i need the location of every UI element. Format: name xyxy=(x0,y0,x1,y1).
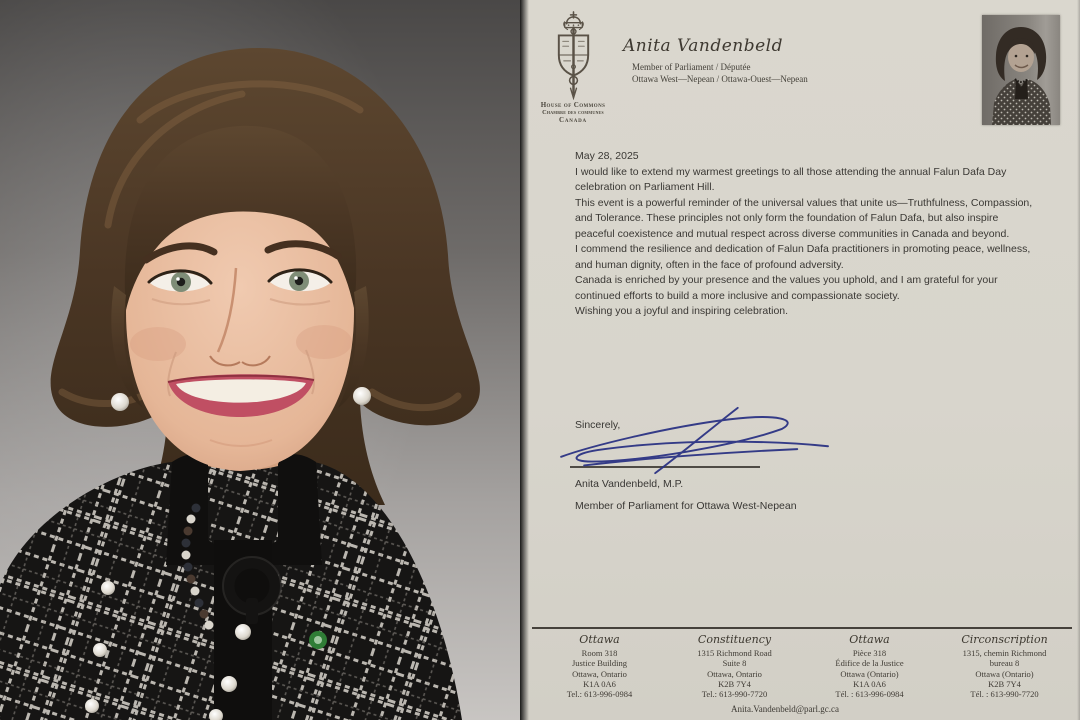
footer-address-line: Room 318 xyxy=(581,648,618,658)
signer-name: Anita Vandenbeld, M.P. xyxy=(575,478,684,490)
footer-address-line: Justice Building xyxy=(571,658,627,669)
house-of-commons-crest-icon xyxy=(550,10,597,100)
footer-address-line: Pièce 318 xyxy=(852,648,887,658)
mp-title: Member of Parliament / Députée xyxy=(632,62,751,72)
letterhead-photo xyxy=(982,15,1060,125)
letter-paragraph: I would like to extend my warmest greetings to all those attending the annual Falun Dafa Day celebration on Parliament Hill. xyxy=(575,165,1007,193)
letter-paragraph: I commend the resilience and dedication of Falun Dafa practitioners in promoting peace, wellness, and human dignity, often in the face of profound adversity. xyxy=(575,243,1031,271)
footer-address-line: Tél. : 613-990-7720 xyxy=(970,689,1039,700)
footer-address-line: 1315 Richmond Road xyxy=(697,648,772,658)
footer-address-line: Ottawa (Ontario) xyxy=(840,668,899,679)
mp-name: Anita Vandenbeld xyxy=(623,36,783,56)
footer-address-line: Tel.: 613-990-7720 xyxy=(701,689,768,700)
footer-column xyxy=(667,633,802,699)
footer-column-header: Ottawa xyxy=(849,633,890,646)
signature-ink xyxy=(548,404,843,476)
footer-column-header: Circonscription xyxy=(961,633,1048,646)
letter-paragraph: Wishing you a joyful and inspiring celebration. xyxy=(575,305,789,317)
institution-line-en: House of Commons xyxy=(540,101,606,109)
footer-column xyxy=(802,633,937,699)
letter-date: May 28, 2025 xyxy=(575,150,639,162)
institution-name xyxy=(521,101,625,124)
letter-paragraph: Canada is enriched by your presence and the values you uphold, and I am grateful for your continued efforts to build a more inclusive and compassionate society. xyxy=(575,274,998,302)
letter-paragraph: This event is a powerful reminder of the universal values that unite us—Truthfulness, Compassion, and Tolerance. These principles not only form the foundation of Falun Dafa, but also inspire peaceful coexistence and mutual respect across diverse communities in Canada and beyond. xyxy=(575,196,1033,240)
footer-address-line: Tel.: 613-996-0984 xyxy=(566,689,633,700)
footer-column-header: Constituency xyxy=(697,633,772,646)
footer-address-line: K2B 7Y4 xyxy=(718,678,751,689)
mp-riding: Ottawa West—Nepean / Ottawa-Ouest—Nepean xyxy=(632,74,808,84)
footer-column xyxy=(937,633,1072,699)
footer-rule xyxy=(532,627,1072,629)
footer-address-line: K1A 0A6 xyxy=(853,678,886,689)
letter-footer xyxy=(532,633,1072,699)
footer-address-line: K1A 0A6 xyxy=(583,678,616,689)
portrait-illustration xyxy=(0,0,520,720)
footer-address-line: 1315, chemin Richmond xyxy=(962,648,1047,658)
footer-column-header: Ottawa xyxy=(579,633,620,646)
footer-address-line: Ottawa, Ontario xyxy=(572,668,627,679)
letter-body xyxy=(575,149,1037,320)
institution-line-country: Canada xyxy=(559,116,587,124)
letterhead-photo-illustration xyxy=(982,15,1060,125)
footer-address-line: K2B 7Y4 xyxy=(988,678,1021,689)
footer-address-line: bureau 8 xyxy=(989,658,1020,669)
footer-address-line: Ottawa, Ontario xyxy=(707,668,762,679)
portrait-photo-panel xyxy=(0,0,520,720)
footer-address-line: Suite 8 xyxy=(722,658,747,669)
footer-address-line: Tél. : 613-996-0984 xyxy=(835,689,904,700)
letter-closing: Sincerely, xyxy=(575,419,621,431)
institution-line-fr: Chambre des communes xyxy=(542,109,604,116)
letter-page xyxy=(520,0,1080,720)
footer-column xyxy=(532,633,667,699)
signer-title: Member of Parliament for Ottawa West-Nepean xyxy=(575,500,797,512)
footer-email: Anita.Vandenbeld@parl.gc.ca xyxy=(731,704,839,714)
footer-address-line: Édifice de la Justice xyxy=(835,658,904,669)
footer-address-line: Ottawa (Ontario) xyxy=(975,668,1034,679)
